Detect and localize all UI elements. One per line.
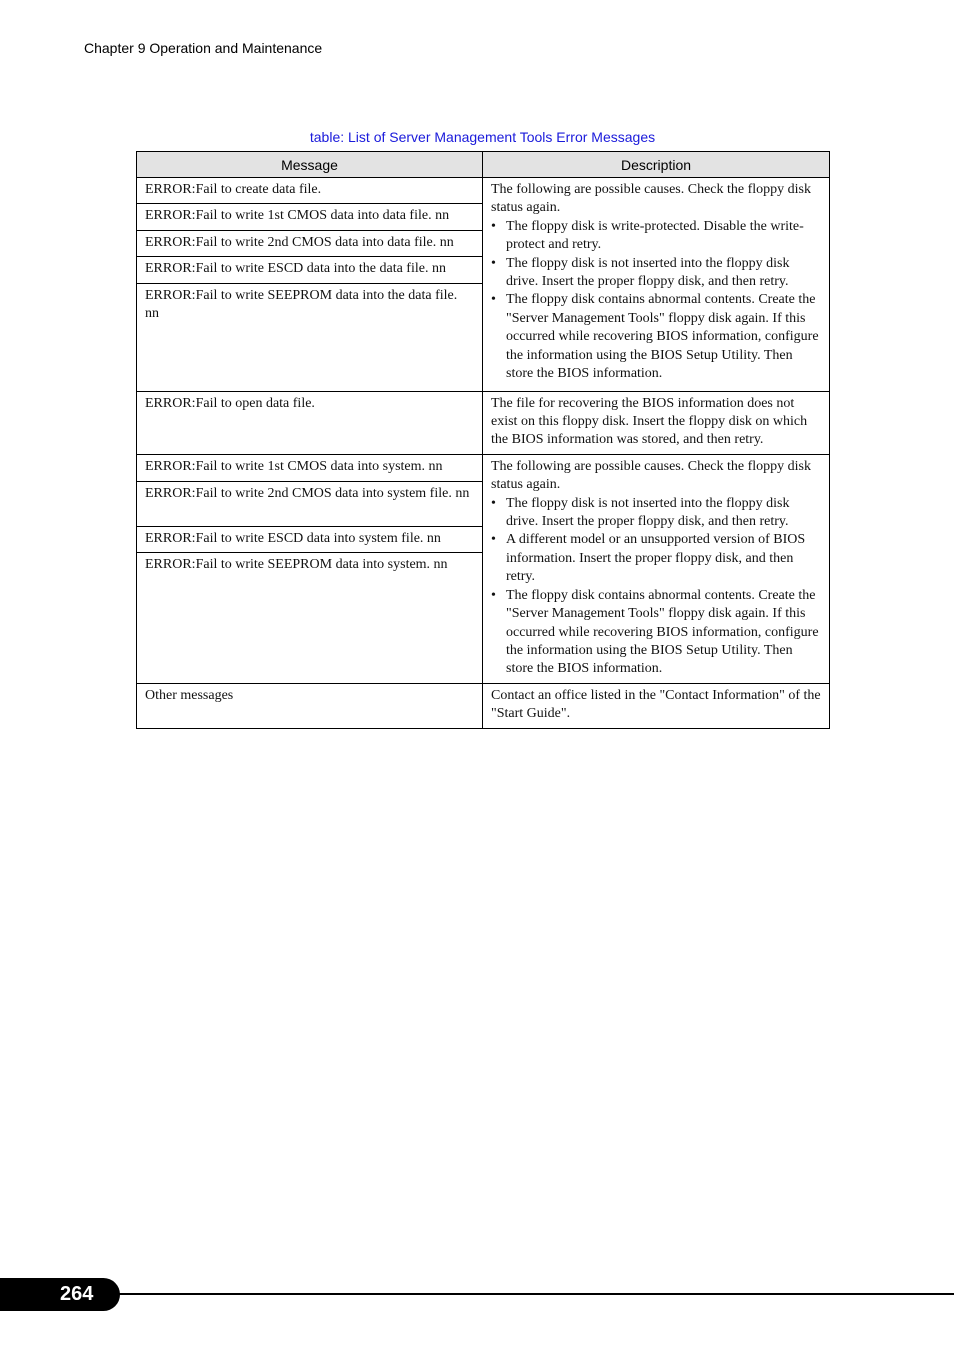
message-cell: ERROR:Fail to write SEEPROM data into system. nn: [137, 553, 483, 683]
bullet-icon: •: [491, 292, 496, 308]
bullet-icon: •: [491, 255, 496, 271]
message-cell: Other messages: [137, 683, 483, 728]
footer-rule: [110, 1293, 954, 1295]
description-cell: [483, 178, 830, 392]
list-item: • The floppy disk contains abnormal contents. Create the "Server Management Tools" floppy disk again. If this occurred while recovering BIOS information, configure the information using the BIOS Setup Utility. Then store the BIOS information.: [491, 292, 819, 382]
page-number: 264: [60, 1283, 94, 1305]
list-item: • The floppy disk is not inserted into the floppy disk drive. Insert the proper floppy disk, and then retry.: [491, 495, 790, 530]
description-cell: [483, 391, 830, 454]
description-intro: The file for recovering the BIOS information does not exist on this floppy disk. Insert the floppy disk on which the BIOS information was stored, and then retry.: [491, 395, 808, 448]
table-row: [137, 178, 830, 204]
column-header-description: Description: [483, 152, 830, 178]
bullet-icon: •: [491, 532, 496, 548]
list-item: • The floppy disk contains abnormal contents. Create the "Server Management Tools" floppy disk again. If this occurred while recovering BIOS information, configure the information using the BIOS Setup Utility. Then store the BIOS information.: [491, 587, 819, 677]
table-row: [137, 683, 830, 728]
message-cell: ERROR:Fail to write 2nd CMOS data into data file. nn: [137, 230, 483, 256]
description-cell: [483, 454, 830, 683]
description-intro: The following are possible causes. Check the floppy disk status again.: [491, 458, 811, 493]
error-messages-table: [136, 151, 830, 729]
message-cell: ERROR:Fail to write ESCD data into the data file. nn: [137, 257, 483, 283]
description-bullets: [491, 495, 821, 679]
description-intro: The following are possible causes. Check the floppy disk status again.: [491, 182, 811, 216]
chapter-header: Chapter 9 Operation and Maintenance: [84, 40, 323, 56]
bullet-icon: •: [491, 218, 496, 234]
bullet-icon: •: [491, 587, 496, 603]
table-row: [137, 454, 830, 481]
description-bullets: [491, 218, 821, 384]
message-cell: ERROR:Fail to open data file.: [137, 391, 483, 454]
list-item: • The floppy disk is not inserted into the floppy disk drive. Insert the proper floppy disk, and then retry.: [491, 255, 790, 290]
description-intro: Contact an office listed in the "Contact Information" of the "Start Guide".: [491, 687, 821, 722]
description-cell: [483, 683, 830, 728]
bullet-icon: •: [491, 495, 496, 511]
message-cell: ERROR:Fail to write 2nd CMOS data into system file. nn: [137, 481, 483, 526]
message-cell: ERROR:Fail to create data file.: [137, 178, 483, 204]
message-cell: ERROR:Fail to write 1st CMOS data into system. nn: [137, 454, 483, 481]
message-cell: ERROR:Fail to write ESCD data into system file. nn: [137, 526, 483, 553]
column-header-message: Message: [137, 152, 483, 178]
list-item: • The floppy disk is write-protected. Disable the write-protect and retry.: [491, 218, 804, 253]
list-item: • A different model or an unsupported version of BIOS information. Insert the proper floppy disk, and then retry.: [491, 532, 806, 585]
table-caption: table: List of Server Management Tools Error Messages: [309, 129, 656, 145]
message-cell: ERROR:Fail to write 1st CMOS data into data file. nn: [137, 204, 483, 230]
table-header-row: [137, 152, 830, 178]
table-row: [137, 391, 830, 454]
message-cell: ERROR:Fail to write SEEPROM data into the data file. nn: [137, 283, 483, 391]
